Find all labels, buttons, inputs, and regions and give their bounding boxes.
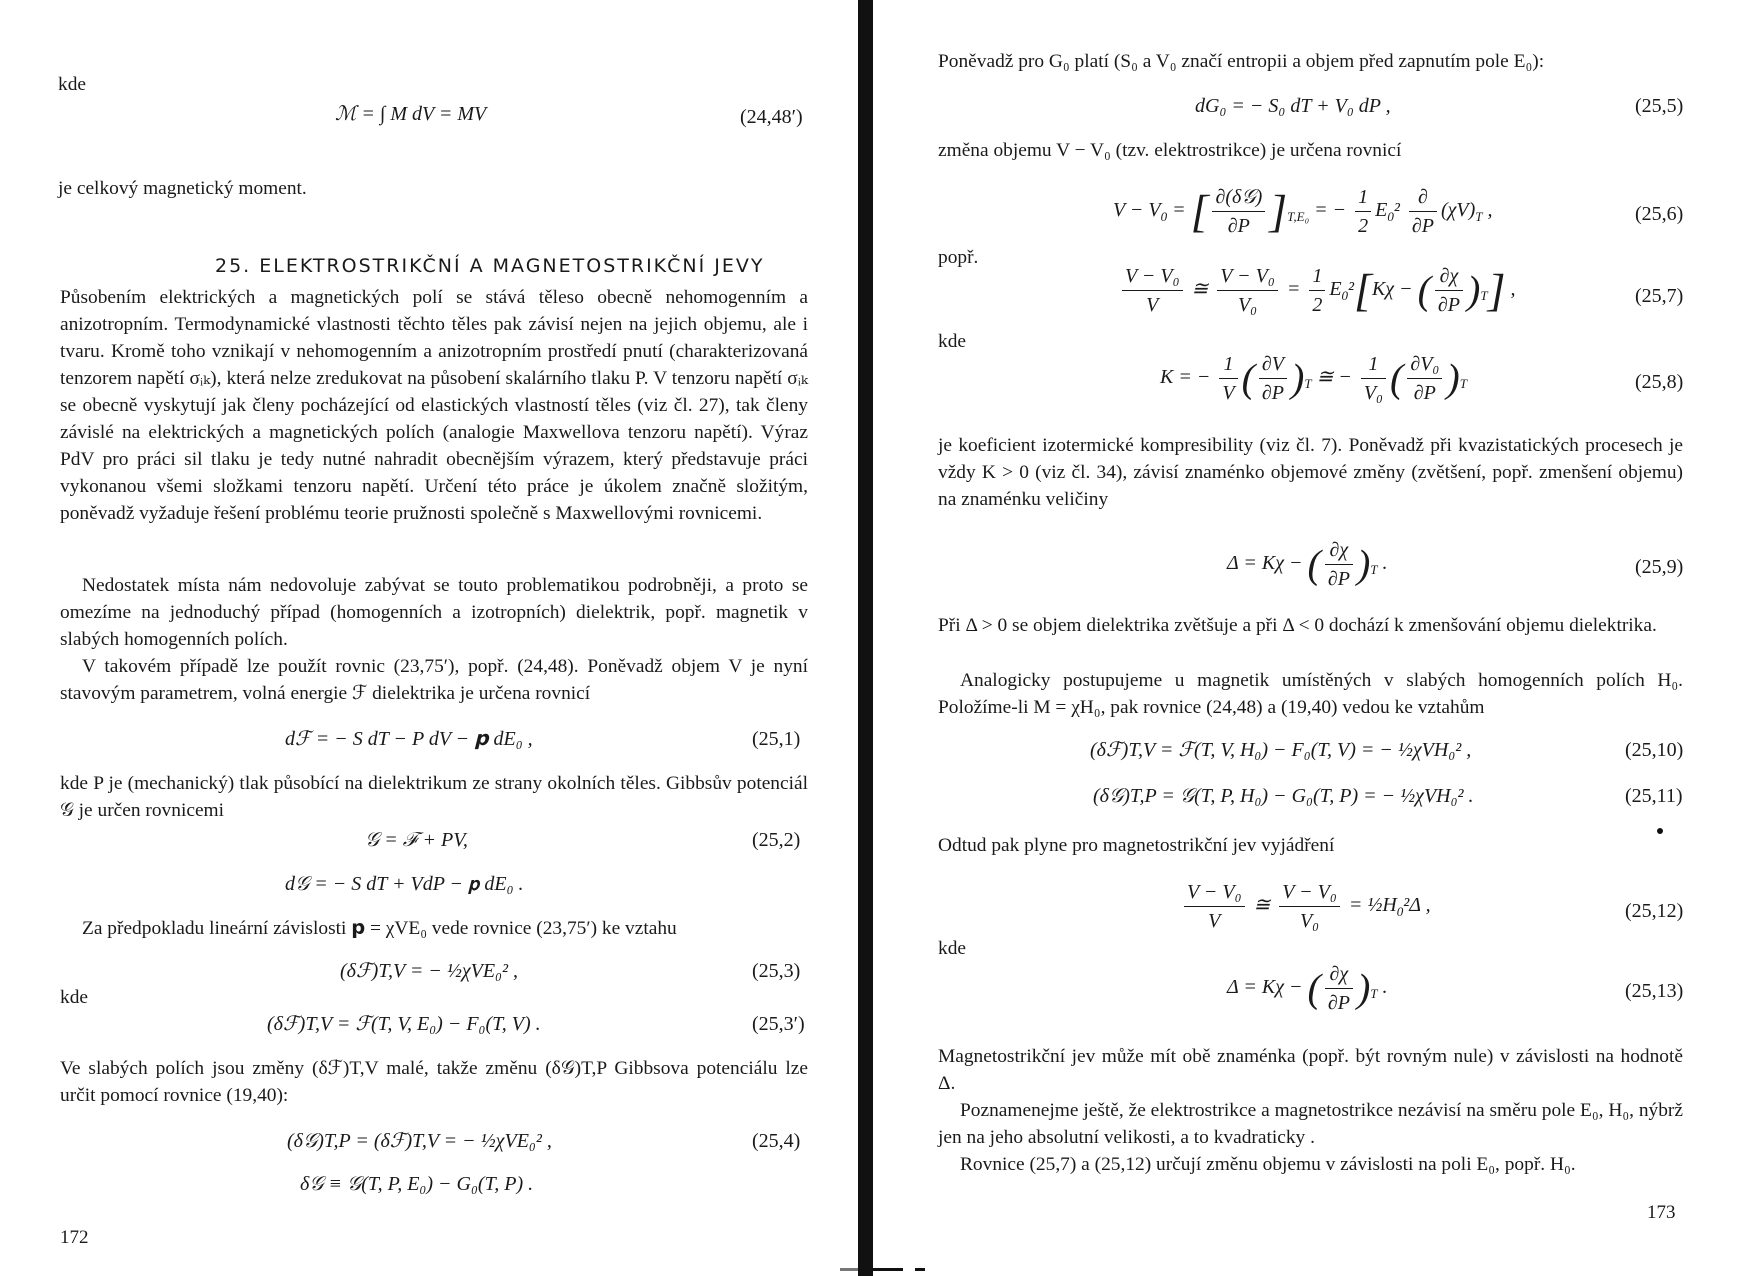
equation-25-13: Δ = Kχ − ( $\frac{\partial\chi}{\partial P}$ )$_T$ . <box>1227 960 1388 1017</box>
equation-25-1: dℱ = − S dT − P dV − 𝗽 dE₀ , <box>285 728 533 750</box>
equation-25-6: $V - V_0$ = [ $\frac{\text{∂(δ𝒢)}}{\partial P}$ ]$_{T,E_0}$ = − $\frac{1}{2}$ $E_0^2$ $\frac{\partial}{\partial P}$ $(\chi V)_T$ , <box>1113 183 1493 240</box>
equation-25-10: (δℱ)T,V = ℱ(T, V, H₀) − F₀(T, V) = − ½χVH₀² , <box>1090 739 1472 761</box>
equation-number: (25,3) <box>752 960 801 982</box>
paragraph: Analogicky postupujeme u magnetik umístěných v slabých homogenních polích H₀. Položíme-li M = χH₀, pak rovnice (24,48) a (19,40) vedou ke vztahům <box>938 670 1683 718</box>
page-number: 172 <box>60 1227 89 1248</box>
left-page <box>0 0 860 1276</box>
equation-25-7: $\frac{\text{V − V₀}}{V}$ ≅ $\frac{\text{V − V₀}}{\text{V₀}}$ = $\frac{1}{2}$ $E_0^2[K\chi$ − ( $\frac{\partial\chi}{\partial P}$ )$_T$] , <box>1118 262 1516 319</box>
equation-25-3-prime: (δℱ)T,V = ℱ(T, V, E₀) − F₀(T, V) . <box>267 1013 541 1035</box>
paragraph: Nedostatek místa nám nedovoluje zabývat se touto problematikou podrobněji, a proto se omezíme na jednoduchý případ (homogenních a izotropních) dielektrik, popř. magnetik v slabých homogenních polích. <box>60 575 808 650</box>
equation-number: (25,6) <box>1635 203 1684 225</box>
label-popr: popř. <box>938 247 979 268</box>
equation-25-2a: 𝒢 = ℱ + PV, <box>365 829 468 851</box>
equation-number: (25,4) <box>752 1130 801 1152</box>
equation-number: (25,7) <box>1635 285 1684 307</box>
equation-number: (25,8) <box>1635 371 1684 393</box>
equation-25-11: (δ𝒢)T,P = 𝒢(T, P, H₀) − G₀(T, P) = − ½χVH₀² . <box>1093 785 1474 807</box>
paragraph: Působením elektrických a magnetických polí se stává těleso obecně nehomogenním a anizotropním. Termodynamické vlastnosti těchto těles pak závisí nejen na jejich objemu, ale i tvaru. Kromě toho vznikají v nehomogenním a anizotropním prostředí pnutí (charakterizovaná tenzorem napětí σᵢₖ), která nelze zredukovat na působení skalárního tlaku P. V tenzoru napětí σᵢₖ se obecně vyskytují jak členy pocházející od elastických vlastností těles (viz čl. 27), tak členy závislé na elektrických a magnetických polích (analogie Maxwellova tenzoru napětí). Výraz PdV pro práci sil tlaku je tedy nutné nahradit obecnějším výrazem, který představuje práci vykonanou všemi složkami tenzoru napětí. Určení této práce je úkolem značně složitým, poněvadž vyžaduje řešení problému teorie pružnosti společně s Maxwellovými rovnicemi. <box>60 287 808 524</box>
paragraph: změna objemu V − V₀ (tzv. elektrostrikce) je určena rovnicí <box>938 140 1402 161</box>
spine-mark <box>840 1268 858 1271</box>
section-heading: 25. ELEKTROSTRIKČNÍ A MAGNETOSTRIKČNÍ JEVY <box>215 255 765 277</box>
equation-number: (25,10) <box>1625 739 1684 761</box>
right-page <box>875 0 1754 1276</box>
equation-number: (25,11) <box>1625 785 1683 807</box>
label-kde: kde <box>938 938 966 959</box>
label-kde: kde <box>938 331 966 352</box>
paragraph: Ve slabých polích jsou změny (δℱ)T,V malé, takže změnu (δ𝒢)T,P Gibbsova potenciálu lze určit pomocí rovnice (19,40): <box>60 1058 808 1106</box>
paragraph: kde P je (mechanický) tlak působící na dielektrikum ze strany okolních těles. Gibbsův potenciál 𝒢 je určen rovnicemi <box>60 773 808 821</box>
label-kde: kde <box>60 987 88 1008</box>
paragraph: Magnetostrikční jev může mít obě znaménka (popř. být rovným nule) v závislosti na hodnotě Δ. <box>938 1046 1683 1094</box>
equation-number: (25,2) <box>752 829 801 851</box>
paragraph: Při Δ > 0 se objem dielektrika zvětšuje a při Δ < 0 dochází k zmenšování objemu dielektrika. <box>938 615 1657 636</box>
book-spine <box>858 0 873 1276</box>
equation-number: (25,3′) <box>752 1013 805 1035</box>
equation-25-4b: δ𝒢 ≡ 𝒢(T, P, E₀) − G₀(T, P) . <box>300 1173 534 1195</box>
equation-25-5: dG₀ = − S₀ dT + V₀ dP , <box>1195 95 1391 117</box>
page-number: 173 <box>1647 1202 1676 1223</box>
label-kde: kde <box>58 74 86 95</box>
paragraph: V takovém případě lze použít rovnic (23,75′), popř. (24,48). Poněvadž objem V je nyní stavovým parametrem, volná energie ℱ dielektrika je určena rovnicí <box>60 656 808 704</box>
equation-number: (24,48′) <box>740 106 803 128</box>
paragraph: Rovnice (25,7) a (25,12) určují změnu objemu v závislosti na poli E₀, popř. H₀. <box>960 1154 1576 1175</box>
equation-25-2b: d𝒢 = − S dT + VdP − 𝗽 dE₀ . <box>285 873 524 895</box>
paragraph: Poznamenejme ještě, že elektrostrikce a magnetostrikce nezávisí na směru pole E₀, H₀, nýbrž jen na jeho absolutní velikosti, a to kvadraticky . <box>938 1100 1683 1148</box>
equation-number: (25,13) <box>1625 980 1684 1002</box>
moment-text: je celkový magnetický moment. <box>58 178 307 199</box>
paragraph: Poněvadž pro G₀ platí (S₀ a V₀ značí entropii a objem před zapnutím pole E₀): <box>938 51 1545 72</box>
paragraph: je koeficient izotermické kompresibility (viz čl. 7). Poněvadž při kvazistatických procesech je vždy K > 0 (viz čl. 34), závisí znaménko objemové změny (zvětšení, popř. zmenšení objemu) na znaménku veličiny <box>938 435 1683 510</box>
equation-number: (25,1) <box>752 728 801 750</box>
equation-number: (25,12) <box>1625 900 1684 922</box>
ink-speck <box>1657 828 1663 834</box>
equation-24-48: ℳ = ∫ M dV = MV <box>335 103 487 125</box>
equation-number: (25,9) <box>1635 556 1684 578</box>
paragraph: Odtud pak plyne pro magnetostrikční jev vyjádření <box>938 835 1335 856</box>
equation-25-8: K = − $\frac{1}{V}$ ( $\frac{\partial V}{\partial P}$ )$_T$ ≅ − $\frac{1}{\text{V₀}}$ ( $\frac{\text{∂V₀}}{\partial P}$ )$_T$ <box>1160 350 1467 407</box>
equation-25-12: $\frac{\text{V − V₀}}{V}$ ≅ $\frac{\text{V − V₀}}{\text{V₀}}$ = $\frac{1}{2}H_0^2\Delta$ , <box>1180 878 1431 935</box>
paragraph: Za předpokladu lineární závislosti 𝗽 = χVE₀ vede rovnice (23,75′) ke vztahu <box>82 918 677 939</box>
equation-number: (25,5) <box>1635 95 1684 117</box>
equation-25-3: (δℱ)T,V = − ½χVE₀² , <box>340 960 519 982</box>
equation-25-9: Δ = Kχ − ( $\frac{\partial\chi}{\partial P}$ )$_T$ . <box>1227 536 1388 593</box>
equation-25-4a: (δ𝒢)T,P = (δℱ)T,V = − ½χVE₀² , <box>287 1130 552 1152</box>
